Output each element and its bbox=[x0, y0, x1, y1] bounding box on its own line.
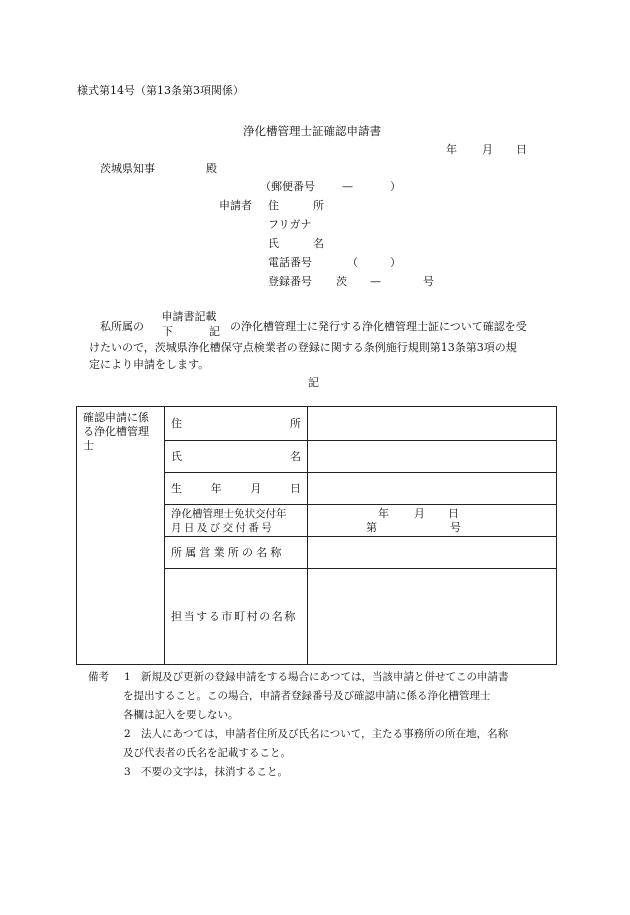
applicant-phone-open: （ bbox=[347, 256, 358, 269]
body-line3: 定により申請をします。 bbox=[89, 358, 210, 371]
note-2-line-1: 法人にあつては，申請者住所及び氏名について，主たる事務所の所在地，名称 bbox=[141, 728, 509, 740]
row-license-label: 浄化槽管理士免状交付年 月日及び交付番号 bbox=[165, 505, 308, 537]
note-2-line-2: 及び代表者の氏名を記載すること。 bbox=[123, 747, 291, 759]
group-label-cell: 確認申請に係 る浄化槽管理 士 bbox=[77, 407, 165, 665]
date-month: 月 bbox=[482, 143, 493, 156]
registration-dash: — bbox=[370, 275, 381, 288]
applicant-phone-label: 電話番号 bbox=[268, 256, 312, 269]
note-1-line-1: 新規及び更新の登録申請をする場合にあつては，当該申請と併せてこの申請書 bbox=[141, 671, 509, 683]
confirmation-table bbox=[76, 406, 557, 665]
applicant-address-label: 住 所 bbox=[268, 199, 324, 212]
body-stack-top: 申請書記載 bbox=[161, 310, 217, 323]
row-birth-label: 生 年 月 日 bbox=[165, 473, 308, 505]
row-name-value[interactable] bbox=[308, 441, 557, 473]
row-license-value[interactable]: 年 月 日 第 号 bbox=[308, 505, 557, 537]
note-1-line-2: を提出すること。この場合，申請者登録番号及び確認申請に係る浄化槽管理士 bbox=[123, 690, 491, 702]
notes-heading: 備考 bbox=[88, 671, 109, 683]
date-day: 日 bbox=[516, 143, 527, 156]
date-year: 年 bbox=[446, 143, 457, 156]
registration-prefix: 茨 bbox=[336, 275, 347, 288]
row-office-label: 所属営業所の名称 bbox=[165, 537, 308, 569]
note-2-number: 2 bbox=[124, 728, 131, 740]
postal-dash: — bbox=[342, 180, 353, 193]
row-address-value[interactable] bbox=[308, 407, 557, 441]
note-3-line-1: 不要の文字は，抹消すること。 bbox=[141, 766, 288, 778]
body-line1: の浄化槽管理士に発行する浄化槽管理士証について確認を受 bbox=[230, 320, 527, 333]
note-1-number: 1 bbox=[124, 671, 131, 683]
postal-close: ） bbox=[390, 180, 401, 193]
registration-suffix: 号 bbox=[423, 275, 434, 288]
applicant-phone-close: ） bbox=[390, 256, 401, 269]
applicant-furigana-label: フリガナ bbox=[268, 218, 312, 231]
honorific: 殿 bbox=[206, 162, 217, 175]
postal-label: （郵便番号 bbox=[260, 180, 315, 193]
applicant-name-label: 氏 名 bbox=[268, 237, 324, 250]
note-1-line-3: 各欄は記入を要しない。 bbox=[123, 709, 239, 721]
body-lead: 私所属の bbox=[100, 320, 144, 333]
form-number: 様式第14号（第13条第3項関係） bbox=[77, 84, 244, 97]
row-municipality-label: 担当する市町村の名称 bbox=[165, 569, 308, 665]
applicant-heading: 申請者 bbox=[219, 199, 252, 212]
row-office-value[interactable] bbox=[308, 537, 557, 569]
addressee: 茨城県知事 bbox=[100, 162, 155, 175]
row-name-label: 氏 名 bbox=[165, 441, 308, 473]
row-birth-value[interactable] bbox=[308, 473, 557, 505]
row-address-label: 住 所 bbox=[165, 407, 308, 441]
body-line2: けたいので，茨城県浄化槽保守点検業者の登録に関する条例施行規則第13条第3項の規 bbox=[89, 341, 517, 354]
row-municipality-value[interactable] bbox=[308, 569, 557, 665]
note-3-number: 3 bbox=[124, 766, 131, 778]
applicant-registration-label: 登録番号 bbox=[268, 275, 312, 288]
body-stack-bottom: 下 記 bbox=[162, 325, 220, 338]
ki-mark: 記 bbox=[308, 376, 319, 389]
document-title: 浄化槽管理士証確認申請書 bbox=[243, 124, 381, 138]
